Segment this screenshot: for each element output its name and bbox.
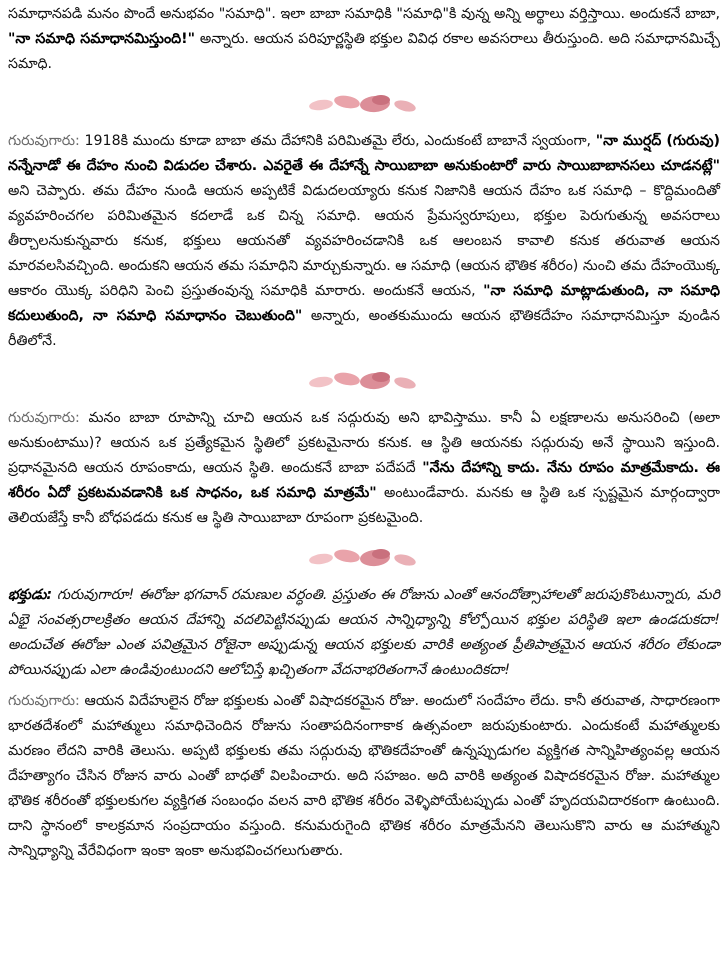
quote-not-body: "నేను దేహాన్ని కాదు. నేను రూపం మాత్రమేకాదు. ఈ శరీరం ఏదో ప్రకటమవడానికి ఒక సాధనం, ఒక సమాధి మాత్రమే" <box>8 460 720 501</box>
petal-divider-3 <box>8 531 720 583</box>
paragraph-1: సమాధానపడి మనం పొందే అనుభవం "సమాధి". ఇలా బాబా సమాధికి "సమాధి"కి వున్న అన్ని అర్థాలు వర్తిస్తాయి. అందుకనే బాబా, "నా సమాధి సమాధానమిస్తుంది!" అన్నారు. ఆయన పరిపూర్ణస్థితి భక్తుల వివిధ రకాల అవసరాలు తీరుస్తుంది. అది సమాధానమిచ్చే సమాధి. <box>8 6 720 72</box>
quote-samadhi-answers: "నా సమాధి సమాధానమిస్తుంది!" <box>8 31 196 47</box>
paragraph-2: గురువుగారు: 1918కి ముందు కూడా బాబా తమ దేహానికి పరిమితమై లేరు, ఎందుకంటే బాబానే స్వయంగా, "నా ముర్షద్ (గురువు) నన్నేనాడో ఈ దేహం నుంచి విడుదల చేశారు. ఎవరైతే ఈ దేహాన్నే సాయిబాబా అనుకుంటారో వారు సాయిబాబానసలు చూడనట్లే" అని చెప్పారు. తమ దేహం నుండి ఆయన అప్పటికే విడుదలయ్యారు కనుక నిజానికి ఆయన దేహం ఒక సమాధి – కొద్దిమందితో వ్యవహరించగల పరిమితమైన కదలాడే ఒక చిన్న సమాధి. ఆయన ప్రేమస్వరూపులు, భక్తుల పెరుగుతున్న అవసరాలు తీర్చాలనుకున్నవారు కనుక, భక్తులు ఆయనతో వ్యవహరించడానికి ఒక ఆలంబన కావాలి కనుక తరువాత ఆయన మారవలసివచ్చింది. అందుకని ఆయన తమ సమాధిని మార్చుకున్నారు. ఆ సమాధి (ఆయన భౌతిక శరీరం) నుంచి తమ దేహంయొక్క ఆకారం యొక్క పరిధిని పెంచి ప్రస్తుతంవున్న సమాధికి మారారు. అందుకనే ఆయన, "నా సమాధి మాట్లాడుతుంది, నా సమాధి కదులుతుంది, నా సమాధి సమాధానం చెబుతుంది" అన్నారు, అంతకుముందు ఆయన భౌతికదేహం సమాధానమిస్తూ వుండిన రీతిలోనే. <box>8 133 720 349</box>
rose-petals-icon <box>299 88 429 118</box>
speaker-label-devotee: భక్తుడు: <box>8 587 53 603</box>
speaker-label: గురువుగారు: <box>8 693 80 709</box>
petal-divider-2 <box>8 354 720 406</box>
speaker-label: గురువుగారు: <box>8 133 80 149</box>
petal-divider-1 <box>8 77 720 129</box>
quote-murshad: "నా ముర్షద్ (గురువు) నన్నేనాడో ఈ దేహం నుంచి విడుదల చేశారు. ఎవరైతే ఈ దేహాన్నే సాయిబాబా అనుకుంటారో వారు సాయిబాబానసలు చూడనట్లే" <box>8 133 720 174</box>
paragraph-4: భక్తుడు: గురువుగారూ! ఈరోజు భగవాన్ రమణుల వర్ధంతి. ప్రస్తుతం ఈ రోజును ఎంతో ఆనందోత్సాహాలతో జరుపుకొంటున్నారు, మరి ఏభై సంవత్సరాలక్రితం ఆయన దేహాన్ని వదలిపెట్టినప్పుడు ఆయన సాన్నిధ్యాన్ని కోల్పోయిన భక్తుల పరిస్థితి ఇలా ఉండదుకదా! అందుచేత ఈరోజు ఎంత పవిత్రమైన రోజైనా అప్పుడున్న ఆయన భక్తులకు వారికి అత్యంత ప్రీతిపాత్రమైన ఆయన శరీరం లేకుండా పోయినప్పుడు ఎలా ఉండివుంటుందని ఆలోచిస్తే ఖచ్చితంగా వేదనాభరితంగానే ఉంటుందికదా! <box>8 587 720 678</box>
paragraph-3: గురువుగారు: మనం బాబా రూపాన్ని చూచి ఆయన ఒక సద్గురువు అని భావిస్తాము. కానీ ఏ లక్షణాలను అనుసరించి (అలా అనుకుంటాము)? ఆయన ఒక ప్రత్యేకమైన స్థితిలో ప్రకటమైనారు కనుక. ఆ స్థితి ఆయనకు సద్గురువు అనే స్థాయిని ఇస్తుంది. ప్రధానమైనది ఆయన రూపంకాదు, ఆయన స్థితి. అందుకనే బాబా పదేపదే "నేను దేహాన్ని కాదు. నేను రూపం మాత్రమేకాదు. ఈ శరీరం ఏదో ప్రకటమవడానికి ఒక సాధనం, ఒక సమాధి మాత్రమే" అంటుండేవారు. మనకు ఆ స్థితి ఒక స్పష్టమైన మార్గంద్వారా తెలియజేస్తే కానీ బోధపడదు కనుక ఆ స్థితి సాయిబాబా రూపంగా ప్రకటమైంది. <box>8 410 720 526</box>
rose-petals-icon <box>299 365 429 395</box>
rose-petals-icon <box>299 542 429 572</box>
paragraph-5: గురువుగారు: ఆయన విదేహులైన రోజు భక్తులకు ఎంతో విషాదకరమైన రోజు. అందులో సందేహం లేదు. కానీ తరువాత, సాధారణంగా భారతదేశంలో మహాత్ములు సమాధిచెందిన రోజును సంతాపదినంగాకాక ఉత్సవంలా జరుపుకుంటారు. ఎందుకంటే మహాత్ములకు మరణం లేదని వారికి తెలుసు. అప్పటి భక్తులకు తమ సద్గురువు భౌతికదేహంతో ఉన్నప్పుడుగల వ్యక్తిగత సాన్నిహిత్యంవల్ల ఆయన దేహత్యాగం చేసిన రోజున వారు ఎంతో బాధతో విలపించారు. అది సహజం. అది వారికి అత్యంత విషాదకరమైన రోజు. మహాత్ముల భౌతిక శరీరంతో భక్తులకుగల వ్యక్తిగత సంబంధం వలన వారి భౌతిక శరీరం వెళ్ళిపోయేటప్పుడు ఎంతో హృదయవిదారకంగా ఉంటుంది. దాని స్థానంలో కాలక్రమాన సంప్రదాయం వస్తుంది. కనుమరుగైంది భౌతిక శరీరం మాత్రమేనని తెలుసుకొని వారు ఆ మహాత్ముని సాన్నిధ్యాన్ని వేరేవిధంగా ఇంకా ఇంకా అనుభవించగలుగుతారు. <box>8 693 720 859</box>
speaker-label: గురువుగారు: <box>8 410 80 426</box>
quote-samadhi-speaks: "నా సమాధి మాట్లాడుతుంది, నా సమాధి కదులుతుంది, నా సమాధి సమాధానం చెబుతుంది" <box>8 283 720 324</box>
